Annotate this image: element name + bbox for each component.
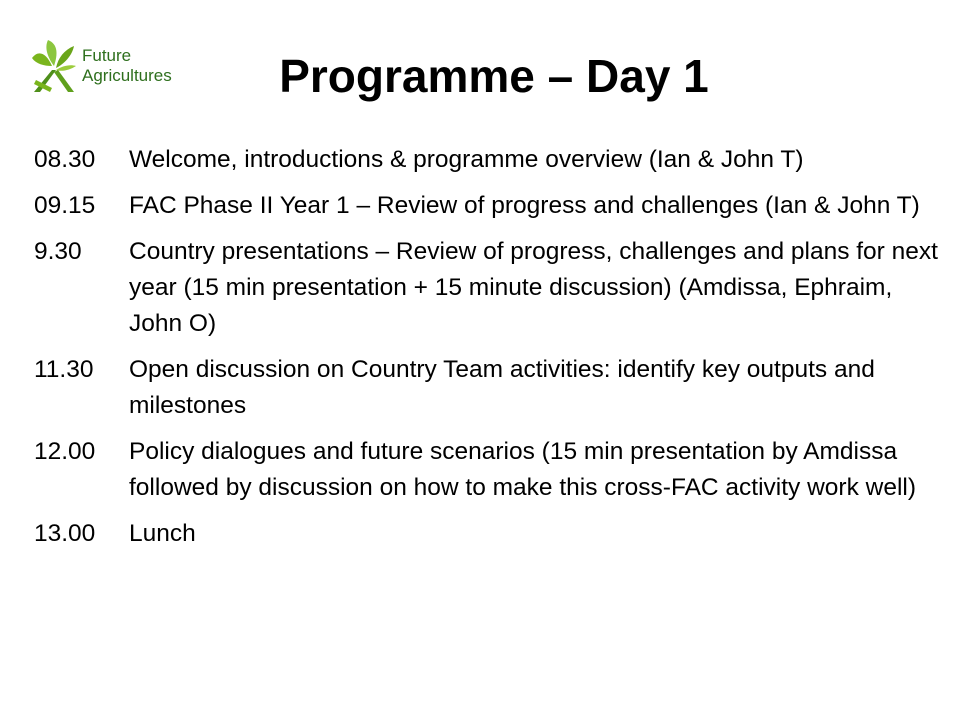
agenda-description: Country presentations – Review of progress, challenges and plans for next year (15 min presentation + 15 minute discussion) (Amdissa, Ephraim, John O) [129,238,938,337]
agenda-description: Policy dialogues and future scenarios (15 min presentation by Amdissa followed by discussion on how to make this cross-FAC activity work well) [129,438,917,501]
agenda-description: Open discussion on Country Team activities: identify key outputs and milestones [129,356,875,419]
page-title: Programme – Day 1 [279,50,709,102]
agenda-time: 11.30 [34,356,94,383]
agenda-item [34,516,944,552]
agenda-time: 9.30 [34,238,82,265]
agenda-time: 12.00 [34,438,96,465]
agenda-time: 09.15 [34,192,96,219]
agenda-description: FAC Phase II Year 1 – Review of progress and challenges (Ian & John T) [129,192,920,219]
agenda-description: Lunch [129,520,196,547]
logo-line-1: Future [82,46,132,65]
agenda-item [34,234,944,342]
agenda-item [34,434,944,506]
agenda-time: 13.00 [34,520,96,547]
agenda-item [34,352,944,424]
agenda-list [34,142,944,562]
agenda-item [34,142,944,178]
logo-line-2: Agricultures [82,66,172,85]
agenda-time: 08.30 [34,146,96,173]
agenda-description: Welcome, introductions & programme overview (Ian & John T) [129,146,804,173]
agenda-item [34,188,944,224]
